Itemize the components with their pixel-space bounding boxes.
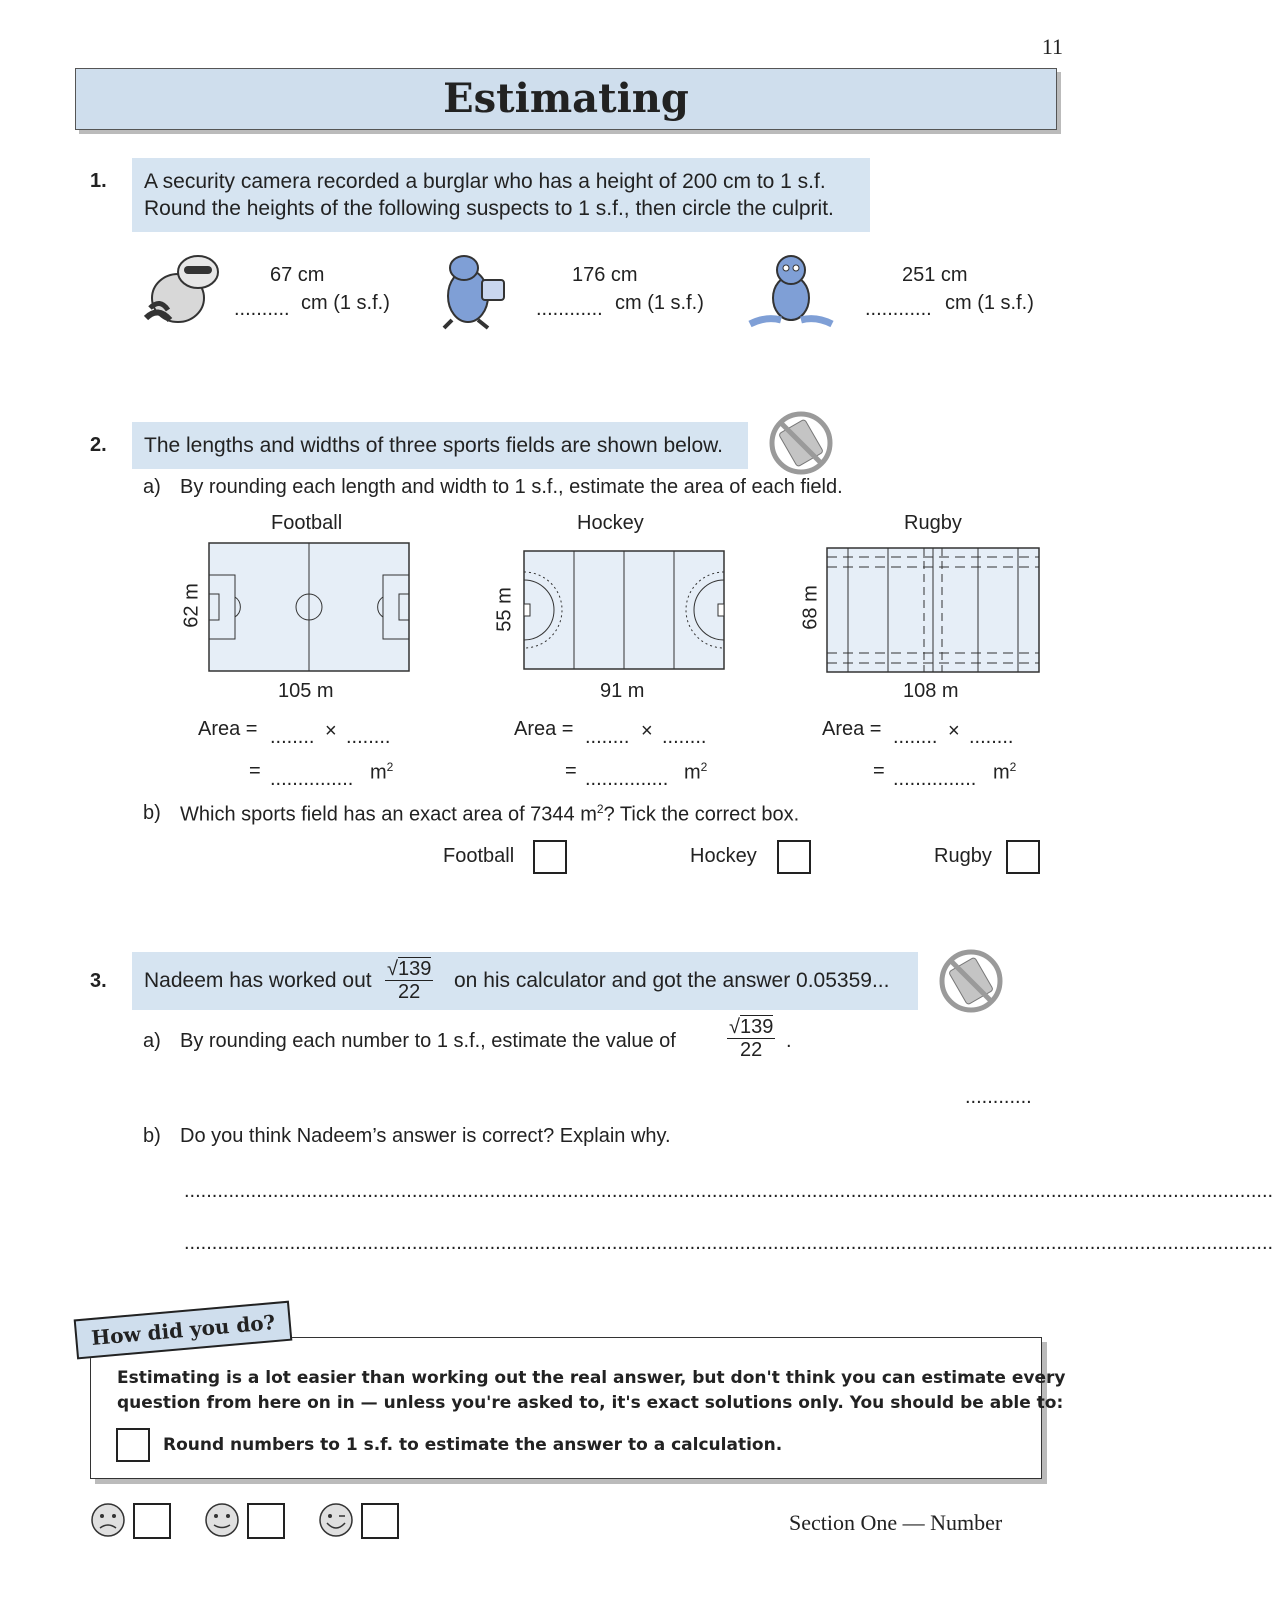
how-did-you-do-tab: How did you do? <box>74 1301 293 1360</box>
question-3-fraction: $\frac{√139}{22}$ <box>387 958 432 1003</box>
question-2-prompt: The lengths and widths of three sports fields are shown below. <box>132 422 748 469</box>
field-name-hockey: Hockey <box>577 512 644 534</box>
question-1-line-1: A security camera recorded a burglar who has a height of 200 cm to 1 s.f. <box>144 170 826 193</box>
tick-box-hockey[interactable] <box>777 840 811 874</box>
suspect-3-height: 251 cm <box>902 264 968 286</box>
rugby-pitch-diagram <box>826 547 1040 673</box>
football-width-answer[interactable]: ........ <box>346 726 391 748</box>
field-name-rugby: Rugby <box>904 512 962 534</box>
hockey-pitch-diagram <box>523 550 727 672</box>
q3b-answer-line-2[interactable]: .................................................................................................................................................................................................... <box>184 1232 1273 1254</box>
q3b-answer-line-1[interactable]: .................................................................................................................................................................................................... <box>184 1180 1273 1202</box>
q2a-label: a) <box>143 476 161 498</box>
question-3-fraction-numerator: 139 <box>397 958 432 980</box>
section-footer: Section One — Number <box>789 1510 1003 1535</box>
q2b-text: Which sports field has an exact area of 7344 $m^2$? Tick the correct box. <box>180 802 800 826</box>
football-equals: = <box>249 760 261 782</box>
alien-icon <box>746 248 836 332</box>
question-3-number: 3. <box>90 970 107 992</box>
hockey-length-label: 91 m <box>600 680 645 702</box>
objective-text: Round numbers to 1 s.f. to estimate the answer to a calculation. <box>163 1435 783 1455</box>
rugby-length-answer[interactable]: ........ <box>893 726 938 748</box>
football-times: × <box>325 720 337 742</box>
question-1-line-2: Round the heights of the following suspects to 1 s.f., then circle the culprit. <box>144 197 834 220</box>
rugby-area-unit: $m^2$ <box>993 760 1017 784</box>
objective-checkbox[interactable] <box>116 1428 150 1462</box>
rugby-area-answer[interactable]: ............... <box>893 768 977 790</box>
suspect-2-unit: cm (1 s.f.) <box>615 292 704 314</box>
hockey-equals: = <box>565 760 577 782</box>
rugby-times: × <box>948 720 960 742</box>
rugby-width-label: 68 m <box>799 585 822 630</box>
page-title: Estimating <box>443 75 689 122</box>
raccoon-icon <box>138 248 228 328</box>
tick-label-football: Football <box>443 845 515 867</box>
football-pitch-diagram <box>208 542 410 672</box>
football-area-unit: $m^2$ <box>370 760 394 784</box>
feedback-text-line-1: Estimating is a lot easier than working out the real answer, but don't think you can estimate every <box>117 1368 1066 1388</box>
hockey-area-label: Area = <box>514 718 574 740</box>
neutral-face-icon <box>204 1502 240 1538</box>
question-3-prompt-start: Nadeem has worked out <box>144 969 372 992</box>
happy-face-icon <box>318 1502 354 1538</box>
q3b-text: Do you think Nadeem’s answer is correct? Explain why. <box>180 1125 671 1147</box>
no-calculator-icon <box>768 410 834 476</box>
q3a-fraction-denominator: 22 <box>740 1039 763 1061</box>
suspect-2-answer[interactable]: ............ <box>536 298 603 320</box>
suspect-1-answer[interactable]: .......... <box>234 298 290 320</box>
q3a-answer[interactable]: ............ <box>965 1086 1032 1108</box>
hockey-area-answer[interactable]: ............... <box>585 768 669 790</box>
q2b-label: b) <box>143 802 161 824</box>
football-area-answer[interactable]: ............... <box>270 768 354 790</box>
no-calculator-icon <box>938 948 1004 1014</box>
q3b-label: b) <box>143 1125 161 1147</box>
suspect-1-height: 67 cm <box>270 264 325 286</box>
q3a-fraction-numerator: 139 <box>739 1016 774 1038</box>
hockey-area-unit: $m^2$ <box>684 760 708 784</box>
hockey-width-label: 55 m <box>493 587 516 632</box>
q3a-label: a) <box>143 1030 161 1052</box>
rugby-length-label: 108 m <box>903 680 959 702</box>
neutral-rating-box[interactable] <box>247 1503 285 1539</box>
question-2-number: 2. <box>90 434 107 456</box>
tick-box-rugby[interactable] <box>1006 840 1040 874</box>
suspect-3-unit: cm (1 s.f.) <box>945 292 1034 314</box>
question-3-fraction-denominator: 22 <box>398 981 421 1003</box>
rugby-width-answer[interactable]: ........ <box>969 726 1014 748</box>
suspect-2-height: 176 cm <box>572 264 638 286</box>
hockey-times: × <box>641 720 653 742</box>
feedback-text-line-2: question from here on in — unless you're asked to, it's exact solutions only. You should be able to: <box>117 1393 1064 1413</box>
q3a-fraction: $\frac{√139}{22}$ <box>729 1016 774 1061</box>
hockey-width-answer[interactable]: ........ <box>662 726 707 748</box>
tick-box-football[interactable] <box>533 840 567 874</box>
happy-rating-box[interactable] <box>361 1503 399 1539</box>
sad-rating-box[interactable] <box>133 1503 171 1539</box>
sad-face-icon <box>90 1502 126 1538</box>
tick-label-hockey: Hockey <box>690 845 757 867</box>
question-1-prompt <box>132 158 870 232</box>
football-width-label: 62 m <box>180 583 203 628</box>
hockey-length-answer[interactable]: ........ <box>585 726 630 748</box>
question-3-prompt-end: on his calculator and got the answer 0.05359... <box>454 969 890 992</box>
suspect-1-unit: cm (1 s.f.) <box>301 292 390 314</box>
q3a-text: By rounding each number to 1 s.f., estimate the value of <box>180 1030 676 1052</box>
field-name-football: Football <box>271 512 343 534</box>
question-1-number: 1. <box>90 170 107 192</box>
football-length-label: 105 m <box>278 680 334 702</box>
tick-label-rugby: Rugby <box>934 845 992 867</box>
football-length-answer[interactable]: ........ <box>270 726 315 748</box>
rugby-area-label: Area = <box>822 718 882 740</box>
page-number: 11 <box>1041 34 1063 59</box>
creature-icon <box>438 250 518 332</box>
q3a-full-stop: . <box>786 1030 792 1052</box>
q2a-text: By rounding each length and width to 1 s.f., estimate the area of each field. <box>180 476 843 498</box>
question-3-prompt <box>132 952 918 1010</box>
football-area-label: Area = <box>198 718 258 740</box>
rugby-equals: = <box>873 760 885 782</box>
suspect-3-answer[interactable]: ............ <box>865 298 932 320</box>
